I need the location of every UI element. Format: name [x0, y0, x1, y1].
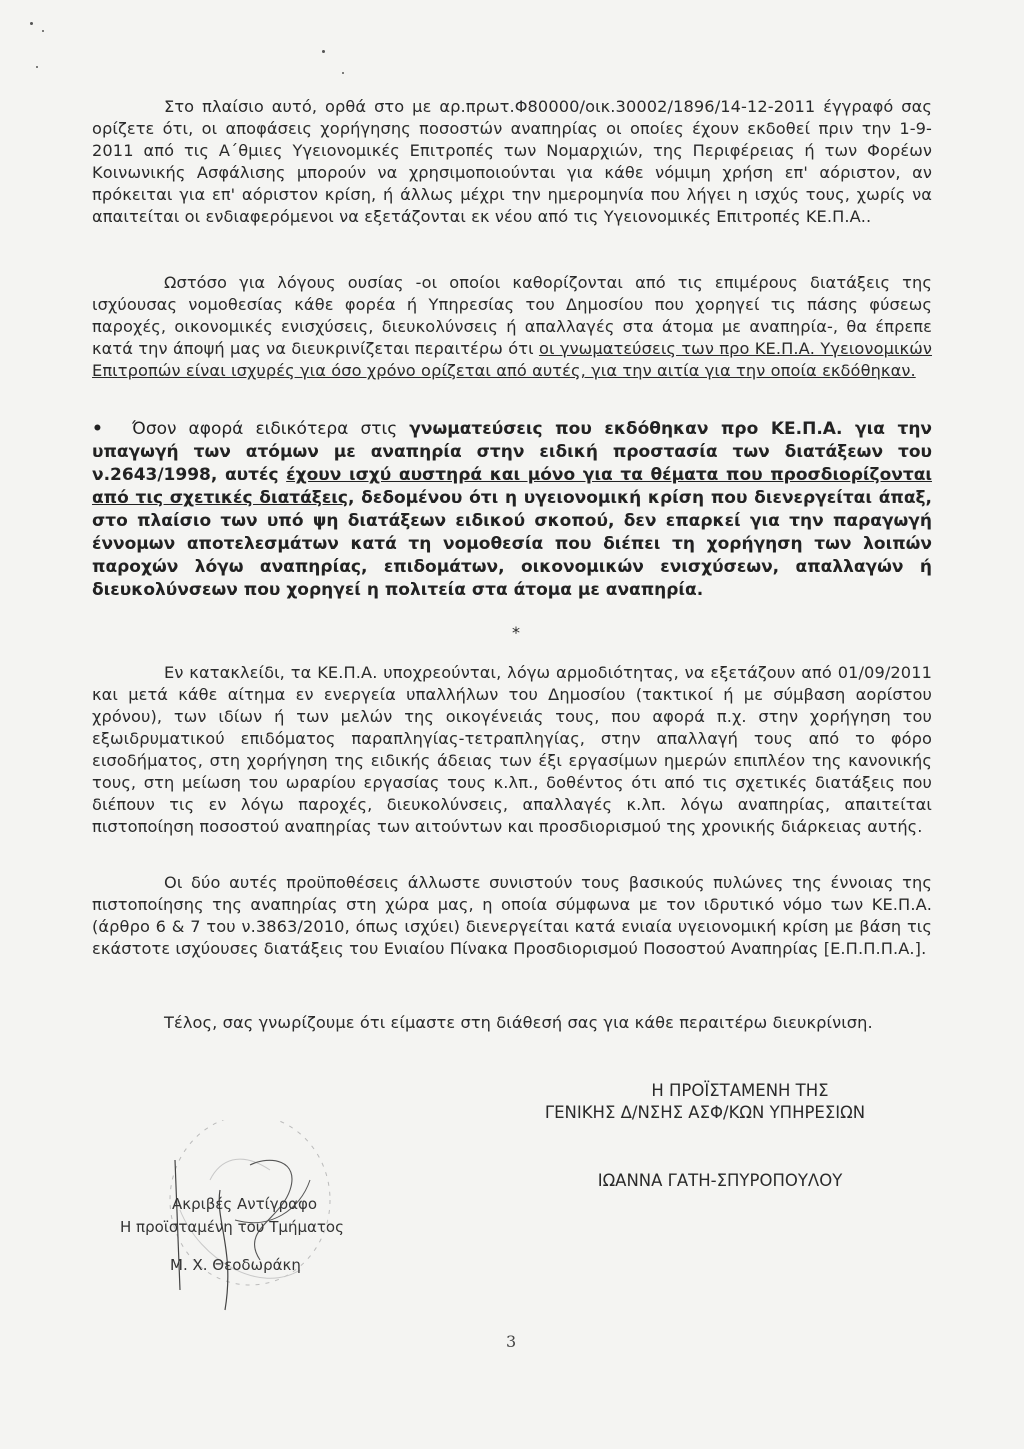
- bullet-bold-text: γνωματεύσεις που εκδόθηκαν προ ΚΕ.Π.Α. για την υπαγωγή των ατόμων με αναπηρία στην ειδική προστασία των διατάξεων του ν.2643/1998, αυτές: [92, 419, 933, 485]
- stamp-line-2: Η προϊσταμένη του Τμήματος: [120, 1218, 344, 1236]
- signatory-title-1: Η ΠΡΟΪΣΤΑΜΕΝΗ ΤΗΣ: [651, 1081, 829, 1100]
- bullet-bold-tail: , δεδομένου ότι η υγειονομική κρίση που διενεργείται άπαξ, στο πλαίσιο των υπό ψη διατάξεων ειδικού σκοπού, δεν επαρκεί για την παραγωγή έννομων αποτελεσμάτων κατά τη νομοθεσία που διέπει τη χορήγηση των λοιπών παροχών λόγω αναπηρίας, επιδομάτων, οικονομικών ενισχύσεων, απαλλαγών ή διευκολύνσεων που χορηγεί η πολιτεία στα άτομα με αναπηρία.: [92, 488, 933, 600]
- stamp-line-3: Μ. Χ. Θεοδωράκη: [170, 1256, 301, 1274]
- scan-speck: [322, 50, 325, 53]
- scan-speck: [342, 72, 344, 74]
- paragraph-5: Τέλος, σας γνωρίζουμε ότι είμαστε στη διάθεσή σας για κάθε περαιτέρω διευκρίνιση.: [164, 1013, 873, 1032]
- scan-speck: [30, 22, 33, 25]
- page-number: 3: [506, 1332, 517, 1351]
- paragraph-4: Οι δύο αυτές προϋποθέσεις άλλωστε συνιστούν τους βασικούς πυλώνες της έννοιας της πιστοποίησης της αναπηρίας στη χώρα μας, η οποία σύμφωνα με τον ιδρυτικό νόμο των ΚΕ.Π.Α. (άρθρο 6 & 7 του ν.3863/2010, όπως ισχύει) διενεργείται κατά ενιαία υγειονομική κρίση με βάση τις εκάστοτε ισχύουσες διατάξεις του Ενιαίου Πίνακα Προσδιορισμού Ποσοστού Αναπηρίας [Ε.Π.Π.Π.Α.].: [92, 873, 932, 958]
- paragraph-1: Στο πλαίσιο αυτό, ορθά στο με αρ.πρωτ.Φ80000/οικ.30002/1896/14-12-2011 έγγραφό σας ορίζετε ότι, οι αποφάσεις χορήγησης ποσοστών αναπηρίας οι οποίες έχουν εκδοθεί πριν την 1-9-2011 από τις Α΄θμιες Υγειονομικές Επιτροπές των Νομαρχιών, της Περιφέρειας ή των Φορέων Κοινωνικής Ασφάλισης μπορούν να χρησιμοποιούνται για κάθε νόμιμη χρήση επ' αόριστον, αν πρόκειται για επ' αόριστον κρίση, ή άλλως μέχρι την ημερομηνία που λήγει η ισχύς τους, χωρίς να απαιτείται οι ενδιαφερόμενοι να εξετάζονται εκ νέου από τις Υγειονομικές Επιτροπές ΚΕ.Π.Α..: [92, 97, 932, 226]
- scan-speck: [36, 66, 38, 68]
- bullet-icon: •: [92, 419, 103, 439]
- scan-speck: [42, 30, 44, 32]
- signatory-name: ΙΩΑΝΝΑ ΓΑΤΗ-ΣΠΥΡΟΠΟΥΛΟΥ: [597, 1171, 843, 1190]
- stamp-line-1: Ακριβές Αντίγραφο: [172, 1195, 318, 1213]
- paragraph-2-underlined: οι γνωματεύσεις των προ ΚΕ.Π.Α. Υγειονομικών Επιτροπών είναι ισχυρές για όσο χρόνο ορίζεται από αυτές, για την αιτία για την οποία εκδόθηκαν.: [92, 339, 932, 380]
- signatory-title-2: ΓΕΝΙΚΗΣ Δ/ΝΣΗΣ ΑΣΦ/ΚΩΝ ΥΠΗΡΕΣΙΩΝ: [544, 1103, 866, 1122]
- paragraph-2: [92, 272, 932, 382]
- section-separator-star: *: [512, 623, 520, 642]
- bullet-paragraph: [92, 418, 932, 602]
- paragraph-2-text: Ωστόσο για λόγους ουσίας -οι οποίοι καθορίζονται από τις επιμέρους διατάξεις της ισχύουσας νομοθεσίας κάθε φορέα ή Υπηρεσίας του Δημοσίου που χορηγεί τις πάσης φύσεως παροχές, οικονομικές ενισχύσεις, διευκολύνσεις ή απαλλαγές στα άτομα με αναπηρία-, θα έπρεπε κατά την άποψή μας να διευκρινίζεται περαιτέρω ότι: [92, 273, 932, 358]
- paragraph-3: Εν κατακλείδι, τα ΚΕ.Π.Α. υποχρεούνται, λόγω αρμοδιότητας, να εξετάζουν από 01/09/2011 και μετά κάθε αίτημα εν ενεργεία υπαλλήλων του Δημοσίου (τακτικοί ή με σύμβαση αορίστου χρόνου), των ιδίων ή των μελών της οικογένειάς τους, που αφορά π.χ. στην χορήγηση του εξωιδρυματικού επιδόματος παραπληγίας-τετραπληγίας, στην απαλλαγή τους από το φόρο εισοδήματος, στη χορήγηση της ειδικής άδειας των έξι εργασίμων ημερών επιπλέον της κανονικής τους, στη μείωση του ωραρίου εργασίας τους κ.λπ., δοθέντος ότι από τις σχετικές διατάξεις που διέπουν τις εν λόγω παροχές, διευκολύνσεις, απαλλαγές κ.λπ. λόγω αναπηρίας, απαιτείται πιστοποίηση ποσοστού αναπηρίας των αιτούντων και προσδιορισμού της χρονικής διάρκειας αυτής.: [92, 663, 932, 836]
- bullet-underlined-text: έχουν ισχύ αυστηρά και μόνο για τα θέματα που προσδιορίζονται από τις σχετικές διατάξεις: [92, 465, 932, 508]
- bullet-lead-text: Όσον αφορά ειδικότερα στις: [132, 419, 410, 439]
